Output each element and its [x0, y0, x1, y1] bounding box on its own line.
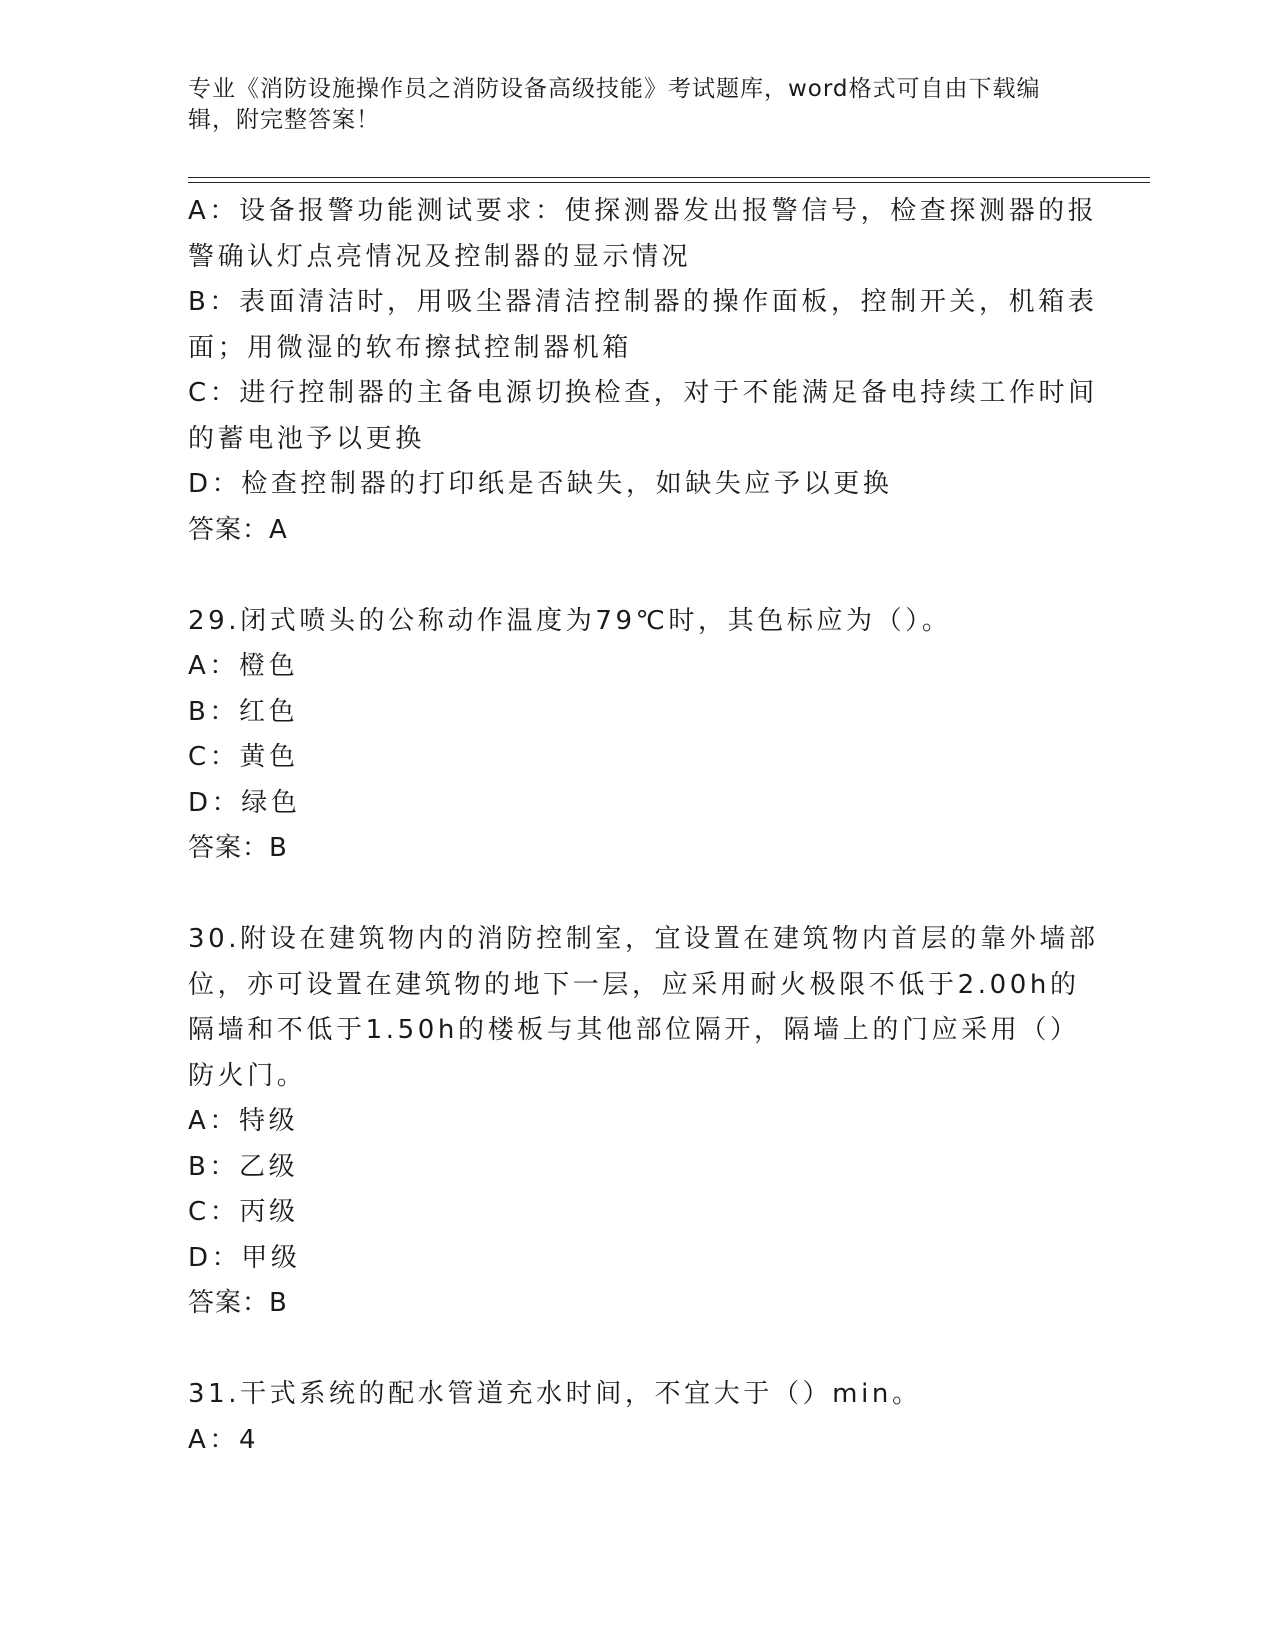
option-c: C：黄色 — [188, 742, 299, 772]
question-stem-line-2: 位，亦可设置在建筑物的地下一层，应采用耐火极限不低于2.00h的 — [188, 969, 1080, 1000]
option-a: A：橙色 — [188, 651, 299, 681]
option-a: A：4 — [188, 1424, 260, 1455]
option-b-line-1: B：表面清洁时，用吸尘器清洁控制器的操作面板，控制开关，机箱表 — [188, 287, 1098, 317]
answer-28: 答案：A — [188, 514, 288, 545]
option-c: C：丙级 — [188, 1197, 299, 1227]
header-divider-bottom — [188, 182, 1150, 183]
document-header — [188, 74, 1068, 136]
question-stem: 31.干式系统的配水管道充水时间，不宜大于（）min。 — [188, 1379, 922, 1409]
spacer — [188, 1327, 1088, 1373]
option-a-line-1: A：设备报警功能测试要求：使探测器发出报警信号，检查探测器的报 — [188, 196, 1098, 226]
question-stem-line-1: 30.附设在建筑物内的消防控制室，宜设置在建筑物内首层的靠外墙部 — [188, 924, 1099, 954]
option-d-line-1: D：检查控制器的打印纸是否缺失，如缺失应予以更换 — [188, 469, 893, 499]
option-d: D：甲级 — [188, 1242, 301, 1273]
header-text: 专业《消防设施操作员之消防设备高级技能》考试题库，word格式可自由下载编辑，附完整答案！ — [188, 76, 1041, 133]
option-c-line-1: C：进行控制器的主备电源切换检查，对于不能满足备电持续工作时间 — [188, 378, 1098, 408]
question-29 — [188, 599, 1088, 872]
option-b: B：乙级 — [188, 1151, 299, 1182]
option-a: A：特级 — [188, 1106, 299, 1136]
question-28-options — [188, 189, 1098, 553]
answer-30: 答案：B — [188, 1288, 288, 1318]
option-c-line-2: 的蓄电池予以更换 — [188, 423, 425, 454]
spacer — [188, 872, 1088, 918]
question-stem: 29.闭式喷头的公称动作温度为79℃时，其色标应为（）。 — [188, 605, 952, 636]
answer-29: 答案：B — [188, 833, 288, 863]
header-divider-top — [188, 177, 1150, 178]
option-b: B：红色 — [188, 696, 299, 727]
option-d: D：绿色 — [188, 787, 301, 818]
question-31 — [188, 1372, 1088, 1463]
question-stem-line-4: 防火门。 — [188, 1060, 307, 1091]
question-content — [188, 189, 1099, 1463]
spacer — [188, 553, 1088, 599]
question-30 — [188, 917, 1099, 1327]
option-b-line-2: 面；用微湿的软布擦拭控制器机箱 — [188, 332, 633, 363]
question-stem-line-3: 隔墙和不低于1.50h的楼板与其他部位隔开，隔墙上的门应采用（） — [188, 1015, 1080, 1045]
option-a-line-2: 警确认灯点亮情况及控制器的显示情况 — [188, 241, 692, 272]
